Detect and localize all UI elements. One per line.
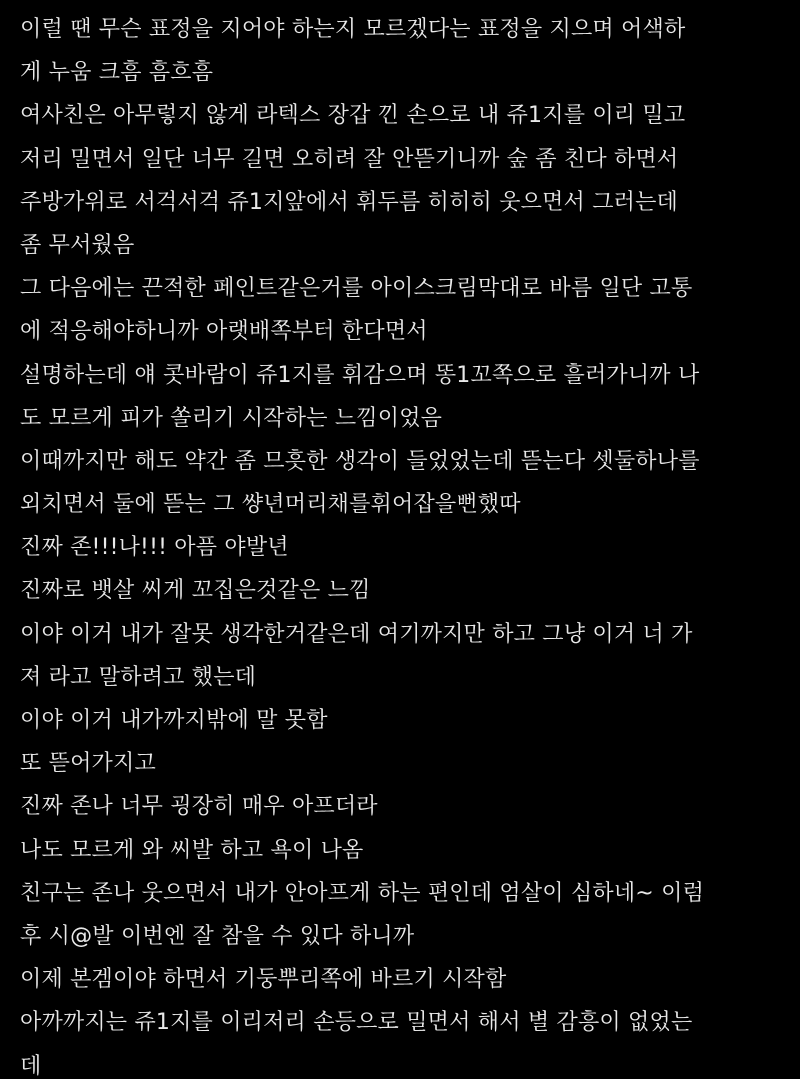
post-line: 그 다음에는 끈적한 페인트같은거를 아이스크림막대로 바름 일단 고통: [20, 276, 693, 302]
post-line: 나도 모르게 와 씨발 하고 욕이 나옴: [20, 837, 364, 863]
post-line: 게 누움 크흠 흠흐흠: [20, 60, 214, 86]
post-line: 진짜로 뱃살 씨게 꼬집은것같은 느낌: [20, 578, 371, 604]
post-line: 에 적응해야하니까 아랫배쪽부터 한다면서: [20, 319, 428, 345]
post-line: 친구는 존나 웃으면서 내가 안아프게 하는 편인데 엄살이 심하네~ 이럼: [20, 880, 705, 906]
post-line: 데: [20, 1053, 42, 1079]
post-line: 져 라고 말하려고 했는데: [20, 664, 257, 690]
post-line: 설명하는데 얘 콧바람이 쥬1지를 휘감으며 똥1꼬쪽으로 흘러가니까 나: [20, 362, 700, 388]
post-line: 좀 무서웠음: [20, 232, 135, 258]
post-line: 저리 밀면서 일단 너무 길면 오히려 잘 안뜯기니까 숲 좀 친다 하면서: [20, 146, 679, 172]
post-line: 이럴 땐 무슨 표정을 지어야 하는지 모르겠다는 표정을 지으며 어색하: [20, 17, 686, 42]
post-line: 외치면서 둘에 뜯는 그 썅년머리채를휘어잡을뻔했따: [20, 492, 521, 518]
post-line: 진짜 존!!!나!!! 아픔 야발년: [20, 535, 289, 561]
post-line: 여사친은 아무렇지 않게 라텍스 장갑 낀 손으로 내 쥬1지를 이리 밀고: [20, 103, 686, 129]
post-line: 이제 본겜이야 하면서 기둥뿌리쪽에 바르기 시작함: [20, 967, 507, 993]
post-line: 이야 이거 내가 잘못 생각한거같은데 여기까지만 하고 그냥 이거 너 가: [20, 621, 693, 647]
post-line: 주방가위로 서걱서걱 쥬1지앞에서 휘두름 히히히 웃으면서 그러는데: [20, 189, 679, 215]
post-line: 이때까지만 해도 약간 좀 므흣한 생각이 들었었는데 뜯는다 셋둘하나를: [20, 448, 700, 474]
post-line: 또 뜯어가지고: [20, 751, 156, 777]
post-line: 도 모르게 피가 쏠리기 시작하는 느낌이었음: [20, 405, 443, 431]
post-line: 아까까지는 쥬1지를 이리저리 손등으로 밀면서 해서 별 감흥이 없었는: [20, 1010, 693, 1036]
post-line: 이야 이거 내가까지밖에 말 못함: [20, 708, 328, 733]
post-line: 후 시@발 이번엔 잘 참을 수 있다 하니까: [20, 923, 415, 949]
post-line: 진짜 존나 너무 굉장히 매우 아프더라: [20, 794, 378, 820]
